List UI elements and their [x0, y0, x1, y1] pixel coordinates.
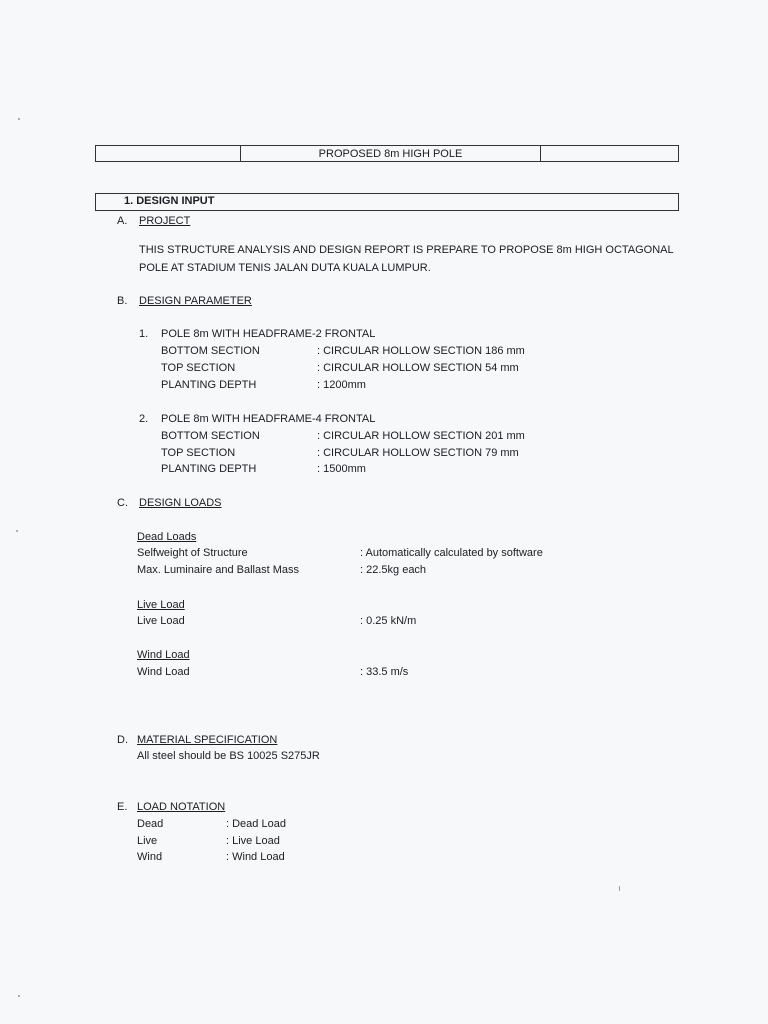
parameter-label: BOTTOM SECTION: [161, 345, 260, 357]
material-heading: MATERIAL SPECIFICATION: [137, 734, 278, 746]
parameter-value: : CIRCULAR HOLLOW SECTION 79 mm: [317, 447, 519, 459]
pole-number: 1.: [139, 328, 149, 340]
notation-heading: LOAD NOTATION: [137, 801, 226, 813]
notation-value: : Wind Load: [226, 851, 285, 863]
parameter-value: : CIRCULAR HOLLOW SECTION 201 mm: [317, 430, 525, 442]
parameter-value: : 1200mm: [317, 379, 366, 391]
load-label: Live Load: [137, 615, 185, 627]
parameter-value: : CIRCULAR HOLLOW SECTION 54 mm: [317, 362, 519, 374]
material-letter: D.: [117, 734, 128, 746]
load-value: : 33.5 m/s: [360, 666, 409, 678]
scan-speck: [16, 530, 18, 532]
load-label: Selfweight of Structure: [137, 547, 248, 559]
parameter-label: TOP SECTION: [161, 362, 236, 374]
dead-loads-heading: Dead Loads: [137, 531, 197, 543]
scan-speck: [619, 886, 620, 891]
header-title: PROPOSED 8m HIGH POLE: [241, 146, 541, 161]
project-heading: PROJECT: [139, 215, 191, 227]
header-table: [95, 145, 679, 162]
load-value: : Automatically calculated by software: [360, 547, 543, 559]
notation-label: Live: [137, 835, 158, 847]
header-cell-right: [541, 146, 678, 161]
design-loads-heading: DESIGN LOADS: [139, 497, 222, 509]
live-load-heading: Live Load: [137, 599, 185, 611]
project-letter: A.: [117, 215, 128, 227]
parameter-label: PLANTING DEPTH: [161, 379, 257, 391]
scan-speck: [18, 118, 20, 120]
pole-number: 2.: [139, 413, 149, 425]
section-heading: 1. DESIGN INPUT: [124, 195, 215, 207]
notation-value: : Dead Load: [226, 818, 286, 830]
load-value: : 0.25 kN/m: [360, 615, 417, 627]
scan-speck: [18, 995, 20, 997]
pole-title: POLE 8m WITH HEADFRAME-2 FRONTAL: [161, 328, 376, 340]
notation-label: Wind: [137, 851, 163, 863]
pole-title: POLE 8m WITH HEADFRAME-4 FRONTAL: [161, 413, 376, 425]
project-text-line2: POLE AT STADIUM TENIS JALAN DUTA KUALA LUMPUR.: [139, 262, 431, 274]
wind-load-heading: Wind Load: [137, 649, 190, 661]
design-parameter-letter: B.: [117, 295, 128, 307]
notation-letter: E.: [117, 801, 128, 813]
section-heading-box: [95, 193, 679, 211]
design-loads-letter: C.: [117, 497, 128, 509]
material-text: All steel should be BS 10025 S275JR: [137, 750, 320, 762]
design-parameter-heading: DESIGN PARAMETER: [139, 295, 252, 307]
load-label: Max. Luminaire and Ballast Mass: [137, 564, 300, 576]
notation-value: : Live Load: [226, 835, 280, 847]
parameter-value: : 1500mm: [317, 463, 366, 475]
load-value: : 22.5kg each: [360, 564, 427, 576]
parameter-label: PLANTING DEPTH: [161, 463, 257, 475]
parameter-value: : CIRCULAR HOLLOW SECTION 186 mm: [317, 345, 525, 357]
load-label: Wind Load: [137, 666, 190, 678]
parameter-label: BOTTOM SECTION: [161, 430, 260, 442]
header-cell-left: [96, 146, 241, 161]
parameter-label: TOP SECTION: [161, 447, 236, 459]
notation-label: Dead: [137, 818, 164, 830]
project-text-line1: THIS STRUCTURE ANALYSIS AND DESIGN REPORT IS PREPARE TO PROPOSE 8m HIGH OCTAGONAL: [139, 244, 674, 256]
